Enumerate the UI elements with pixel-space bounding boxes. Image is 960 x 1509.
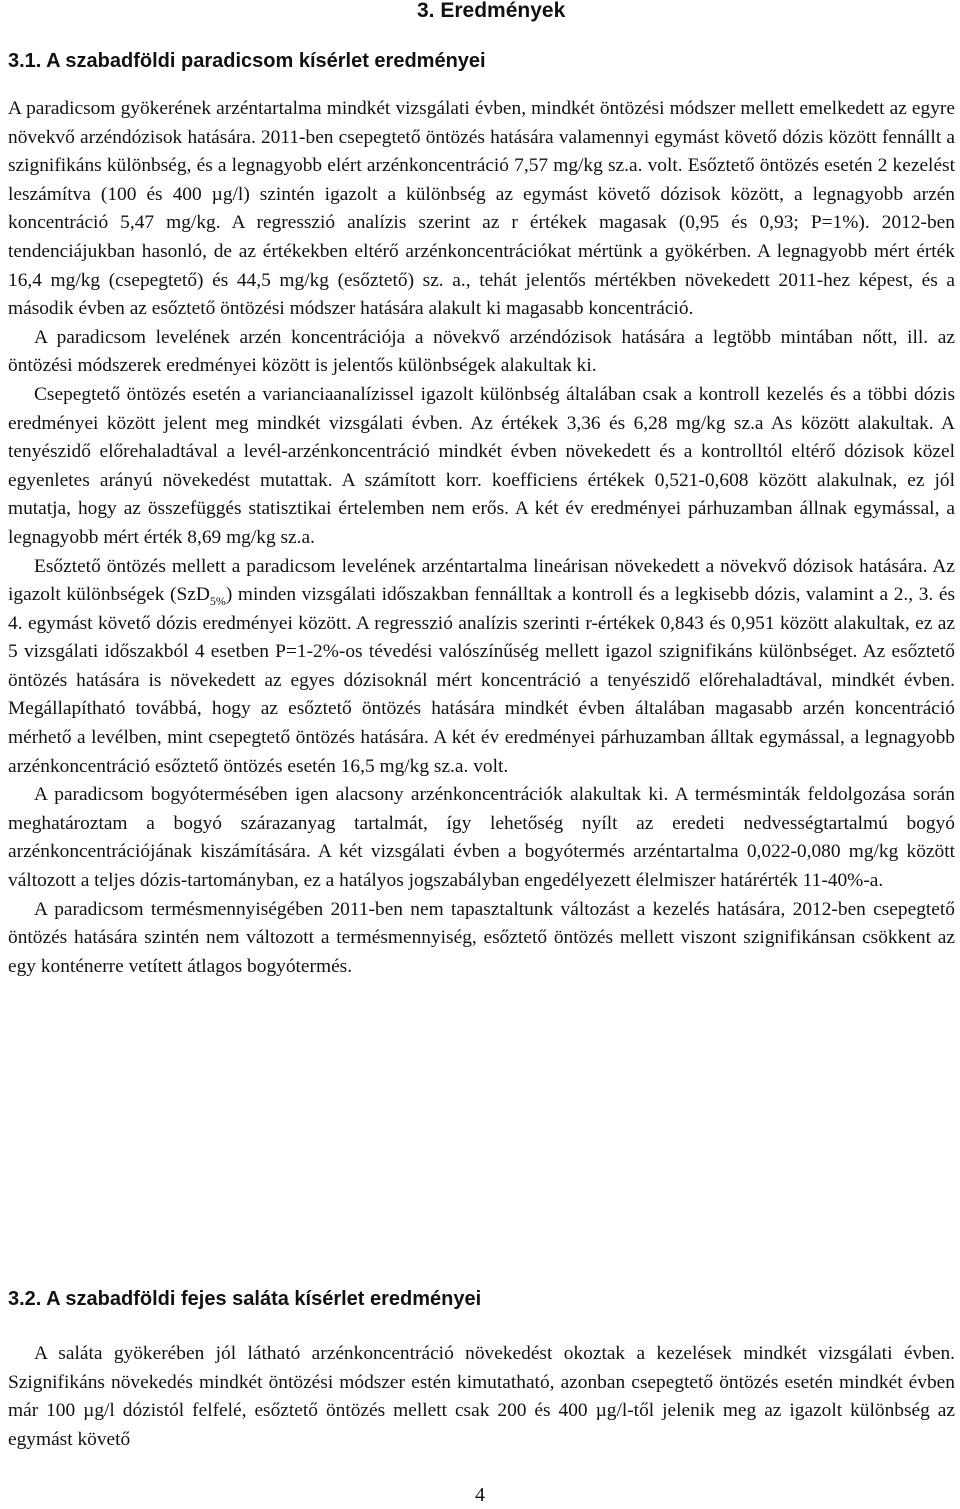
section-3-1-body bbox=[8, 95, 955, 981]
paragraph-yield: A paradicsom termésmennyiségében 2011-ben nem tapasztaltunk változást a kezelés hatására, 2012-ben csepegtető öntözés hatására szintén nem változott a termésmennyiség, esőztető öntözés mellett viszont szignifikánsan csökkent az egy konténerre vetített átlagos bogyótermés. bbox=[8, 898, 955, 977]
section-heading-3-2: 3.2. A szabadföldi fejes saláta kísérlet eredményei bbox=[8, 1288, 482, 1310]
paragraph-lettuce-root: A saláta gyökerében jól látható arzénkoncentráció növekedést okoztak a kezelések mindkét vizsgálati évben. Szignifikáns növekedés mindkét öntözési módszer estén kimutatható, azonban csepegtető öntözés esetén mindkét évben már 100 µg/l dózistól felfelé, esőztető öntözés mellett csak 200 és 400 µg/l-től jelenik meg az igazolt különbség az egymást követő bbox=[8, 1343, 955, 1450]
szd-subscript: 5% bbox=[209, 593, 226, 608]
section-heading-3-1: 3.1. A szabadföldi paradicsom kísérlet eredményei bbox=[8, 50, 486, 72]
paragraph-root-arsenic: A paradicsom gyökerének arzéntartalma mindkét vizsgálati évben, mindkét öntözési módszer mellett emelkedett az egyre növekvő arzéndózisok hatására. 2011-ben csepegtető öntözés hatására valamennyi egymást követő dózis között fennállt a szignifikáns különbség, és a legnagyobb elért arzénkoncentráció 7,57 mg/kg sz.a. volt. Esőztető öntözés esetén 2 kezelést leszámítva (100 és 400 µg/l) szintén igazolt a különbség az egymást követő dózisok között, a legnagyobb arzén koncentráció 5,47 mg/kg. A regresszió analízis szerint az r értékek magasak (0,95 és 0,93; P=1%). 2012-ben tendenciájukban hasonló, de az értékekben eltérő arzénkoncentrációkat mértünk a gyökérben. A legnagyobb mért érték 16,4 mg/kg (csepegtető) és 44,5 mg/kg (esőztető) sz. a., tehát jelentős mértékben növekedett 2011-hez képest, és a második évben az esőztető öntözési módszer hatására alakult ki magasabb koncentráció. bbox=[8, 98, 955, 320]
paragraph-sprinkler-part-1: Esőztető öntözés mellett a paradicsom levelének arzéntartalma lineárisan növekedett a növekvő dózisok hatására. Az igazolt különbségek (SzD bbox=[8, 555, 955, 606]
paragraph-drip-irrigation: Csepegtető öntözés esetén a varianciaanalízissel igazolt különbség általában csak a kontroll kezelés és a többi dózis eredményei között jelent meg mindkét vizsgálati évben. Az értékek 3,36 és 6,28 mg/kg sz.a As között alakultak. A tenyészidő előrehaladtával a levél-arzénkoncentráció mindkét évben növekedett és a kontrolltól eltérő dózisok közel egyenletes arányú növekedést mutattak. A számított korr. koefficiens értékek 0,521-0,608 között alakulnak, ez jól mutatja, hogy az összefüggés statisztikai értelemben nem erős. A két év eredményei párhuzamban állnak egymással, a legnagyobb mért érték 8,69 mg/kg sz.a. bbox=[8, 383, 955, 548]
chapter-title: 3. Eredmények bbox=[417, 0, 566, 22]
section-3-2-body bbox=[8, 1340, 955, 1454]
paragraph-sprinkler-part-2: ) minden vizsgálati időszakban fennálltak a kontroll és a legkisebb dózis, valamint a 2., 3. és 4. egymást követő dózis eredményei között. A regresszió analízis szerinti r-értékek 0,843 és 0,951 között alakultak, ez az 5 vizsgálati időszakból 4 esetben P=1-2%-os tévedési valószínűség mellett igazol szignifikáns különbséget. Az esőztető öntözés hatására is növekedett az egyes dózisoknál mért koncentráció a tenyészidő előrehaladtával, mindkét évben. Megállapítható továbbá, hogy az esőztető öntözés hatására mindkét évben általában magasabb arzén koncentráció mérhető a levélben, mint csepegtető öntözés hatására. A két év eredményei párhuzamban álltak egymással, a legnagyobb arzénkoncentráció esőztető öntözés esetén 16,5 mg/kg sz.a. volt. bbox=[8, 584, 955, 777]
paragraph-leaf-intro: A paradicsom levelének arzén koncentrációja a növekvő arzéndózisok hatására a legtöbb mintában nőtt, ill. az öntözési módszerek eredményei között is jelentős különbségek alakultak ki. bbox=[8, 326, 955, 377]
paragraph-fruit-arsenic: A paradicsom bogyótermésében igen alacsony arzénkoncentrációk alakultak ki. A termésminták feldolgozása során meghatároztam a bogyó szárazanyag tartalmát, így lehetőség nyílt az eredeti nedvességtartalmú bogyó arzénkoncentrációjának kiszámítására. A két vizsgálati évben a bogyótermés arzéntartalma 0,022-0,080 mg/kg között változott a teljes dózis-tartományban, ez a hatályos jogszabályban engedélyezett élelmiszer határérték 11-40%-a. bbox=[8, 784, 955, 892]
paragraph-sprinkler-irrigation bbox=[8, 553, 955, 782]
page-number: 4 bbox=[475, 1484, 485, 1506]
